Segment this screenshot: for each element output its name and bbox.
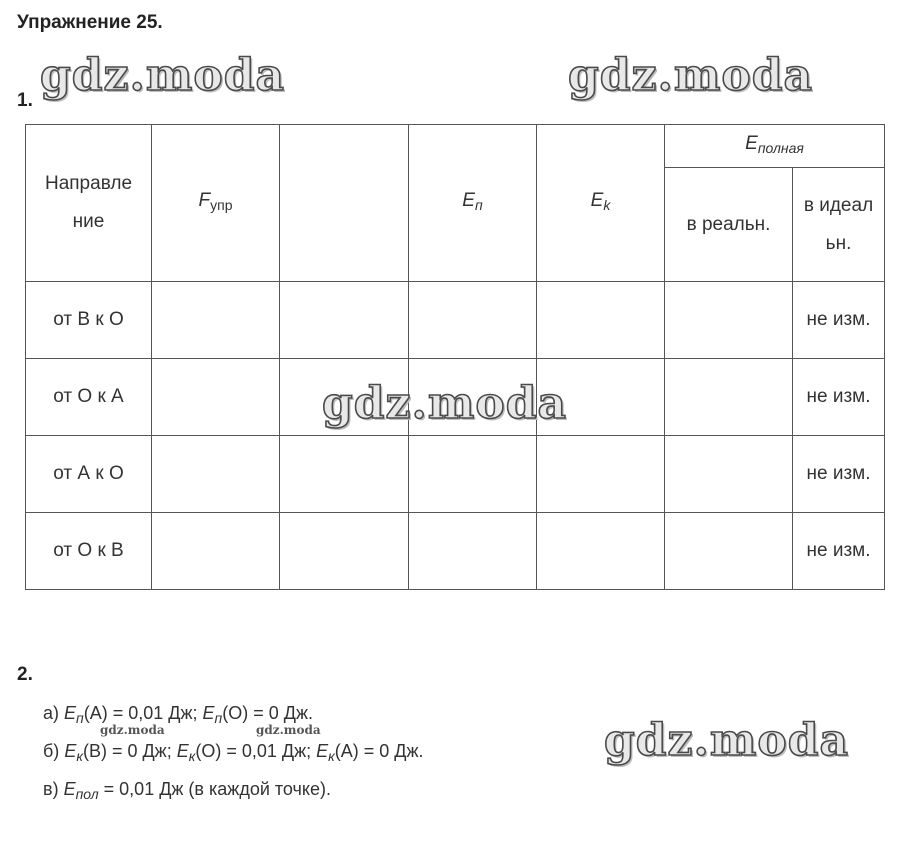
cell <box>280 359 409 436</box>
answer-a-prefix: а) <box>43 703 65 723</box>
energy-table <box>25 124 885 590</box>
answer-c <box>43 776 424 814</box>
cell <box>537 436 665 513</box>
row-ideal: не изм. <box>793 359 885 436</box>
cell <box>280 513 409 590</box>
table-row <box>26 436 885 513</box>
answer-a-e2-sub: п <box>214 710 223 726</box>
header-row-1 <box>26 125 885 168</box>
row-direction: от А к О <box>26 436 152 513</box>
answer-b <box>43 738 424 776</box>
answer-b-e1: E <box>64 741 77 761</box>
watermark-center: gdz.moda <box>322 378 568 429</box>
cell <box>665 513 793 590</box>
answer-c-e1: E <box>63 779 76 799</box>
answer-b-e2: E <box>176 741 189 761</box>
answer-b-e1-sub: к <box>76 748 83 764</box>
answer-a-e2: E <box>202 703 215 723</box>
header-ek-sub: k <box>603 197 611 213</box>
table-row <box>26 282 885 359</box>
watermark-small-2: gdz.moda <box>256 723 321 737</box>
answer-b-e2-value: (О) = 0,01 Дж; <box>195 741 317 761</box>
header-efull-sub: полная <box>757 140 804 156</box>
header-ep <box>409 125 537 282</box>
cell <box>665 436 793 513</box>
answer-c-e1-sub: пол <box>75 786 99 802</box>
answer-a-e1: E <box>64 703 77 723</box>
cell <box>152 282 280 359</box>
header-ek-base: E <box>590 190 604 211</box>
cell <box>537 282 665 359</box>
watermark-bottom-right: gdz.moda <box>604 715 850 766</box>
watermark-small-1: gdz.moda <box>100 723 165 737</box>
cell <box>409 436 537 513</box>
answer-a-e2-value: (О) = 0 Дж. <box>222 703 314 723</box>
watermark-top-right: gdz.moda <box>568 50 814 101</box>
section-1-number: 1. <box>17 90 33 111</box>
answer-c-prefix: в) <box>43 779 64 799</box>
cell <box>409 359 537 436</box>
row-direction: от О к А <box>26 359 152 436</box>
table-row <box>26 513 885 590</box>
answer-a-e1-value: (А) = 0,01 Дж; <box>83 703 203 723</box>
watermark-top-left: gdz.moda <box>40 50 286 101</box>
answer-b-e3: E <box>316 741 329 761</box>
header-real: в реальн. <box>665 168 793 282</box>
cell <box>409 282 537 359</box>
header-ep-sub: п <box>474 197 483 213</box>
header-efull-base: E <box>745 133 758 154</box>
cell <box>665 359 793 436</box>
answer-c-e1-value: = 0,01 Дж (в каждой точке). <box>98 779 332 799</box>
header-ek <box>537 125 665 282</box>
answer-a <box>43 700 424 738</box>
cell <box>152 359 280 436</box>
header-ideal: в идеал ьн. <box>793 168 885 282</box>
answer-a-e1-sub: п <box>76 710 84 726</box>
row-ideal: не изм. <box>793 282 885 359</box>
table-row <box>26 359 885 436</box>
cell <box>537 359 665 436</box>
cell <box>152 436 280 513</box>
header-efull <box>665 125 885 168</box>
cell <box>152 513 280 590</box>
header-ep-base: E <box>462 190 475 211</box>
row-direction: от О к В <box>26 513 152 590</box>
cell <box>280 436 409 513</box>
exercise-title: Упражнение 25. <box>17 12 163 33</box>
row-ideal: не изм. <box>793 513 885 590</box>
answer-b-e3-sub: к <box>328 748 335 764</box>
answer-b-e2-sub: к <box>188 748 196 764</box>
answer-b-prefix: б) <box>43 741 65 761</box>
answers-block <box>43 700 424 814</box>
header-f-sub: упр <box>210 197 233 213</box>
cell <box>665 282 793 359</box>
header-empty <box>280 125 409 282</box>
header-direction: Направле ние <box>26 125 152 282</box>
cell <box>280 282 409 359</box>
header-f-elastic <box>152 125 280 282</box>
row-direction: от В к О <box>26 282 152 359</box>
cell <box>537 513 665 590</box>
cell <box>409 513 537 590</box>
answer-b-e3-value: (А) = 0 Дж. <box>334 741 424 761</box>
section-2-number: 2. <box>17 664 33 685</box>
answer-b-e1-value: (В) = 0 Дж; <box>82 741 177 761</box>
header-f-base: F <box>198 190 211 211</box>
row-ideal: не изм. <box>793 436 885 513</box>
